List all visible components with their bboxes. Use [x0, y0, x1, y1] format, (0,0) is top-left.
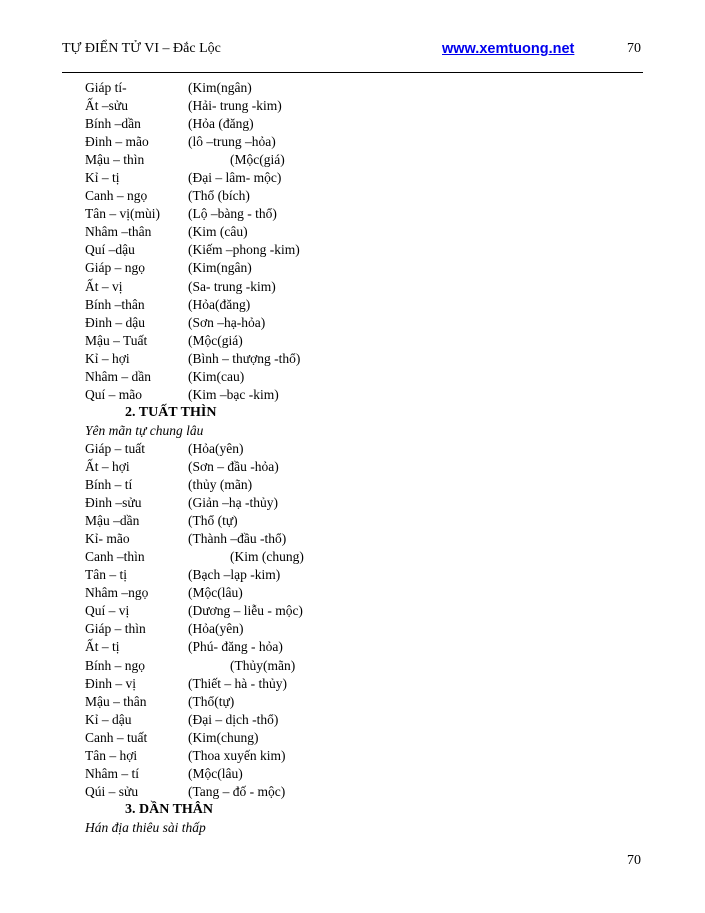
section-heading-3: 3. DẦN THÂN	[125, 801, 214, 817]
year-name: Tân – tị	[85, 567, 127, 583]
element-name: (Kim(ngân)	[188, 260, 252, 276]
list-row	[85, 530, 585, 548]
year-name: Đinh – mão	[85, 134, 149, 150]
list-row	[85, 259, 585, 277]
list-row	[85, 476, 585, 494]
year-name: Quí –dậu	[85, 242, 135, 258]
element-name: (Mộc(giá)	[188, 332, 243, 348]
year-name: Nhâm –ngọ	[85, 585, 149, 601]
year-name: Mậu –dần	[85, 513, 140, 529]
element-name: (Kim (câu)	[188, 224, 248, 240]
year-name: Bính – tí	[85, 477, 133, 493]
list-row	[85, 296, 585, 314]
year-name: Kỉ- mão	[85, 531, 130, 547]
year-name: Giáp tí-	[85, 80, 127, 95]
element-name: (Sơn –hạ-hỏa)	[188, 314, 266, 330]
element-name: (Kim (chung)	[230, 549, 304, 565]
list-row	[85, 187, 585, 205]
element-name: (Phú- đăng - hỏa)	[188, 639, 283, 655]
year-name: Nhâm – tí	[85, 765, 139, 781]
element-name: (Thổ (bích)	[188, 188, 250, 204]
element-name: (Mộc(lâu)	[188, 585, 243, 601]
header-page-number: 70	[627, 41, 641, 56]
year-name: Canh –thìn	[85, 549, 145, 565]
year-name: Nhâm – dần	[85, 368, 151, 384]
element-name: (Bình – thượng -thổ)	[188, 350, 301, 366]
list-row	[85, 765, 585, 783]
header-title: TỰ ĐIỂN TỬ VI – Đắc Lộc	[62, 41, 221, 56]
header-divider	[62, 72, 643, 73]
list-row	[85, 747, 585, 765]
year-name: Ất – tị	[85, 639, 120, 655]
list-row	[85, 278, 585, 296]
year-name: Đinh –sửu	[85, 495, 142, 511]
year-name: Kỉ – dậu	[85, 711, 132, 727]
list-row	[85, 512, 585, 530]
year-name: Bính –thân	[85, 296, 145, 312]
list-row	[85, 440, 585, 458]
document-body	[85, 79, 585, 837]
list-row	[85, 548, 585, 566]
list-row	[85, 638, 585, 656]
list-row	[85, 314, 585, 332]
list-row	[85, 711, 585, 729]
page-header	[62, 41, 643, 61]
element-name: (Lộ –bàng - thổ)	[188, 206, 277, 222]
year-name: Canh – ngọ	[85, 188, 148, 204]
element-name: (Kim –bạc -kim)	[188, 386, 279, 402]
element-name: (Hải- trung -kim)	[188, 98, 282, 114]
list-row	[85, 350, 585, 368]
year-name: Giáp – tuất	[85, 440, 145, 456]
year-name: Giáp – thìn	[85, 621, 146, 637]
year-name: Nhâm –thân	[85, 224, 152, 240]
list-row	[85, 729, 585, 747]
year-name: Ất – hợi	[85, 458, 130, 474]
list-row	[85, 657, 585, 675]
element-name: (Thành –đầu -thổ)	[188, 531, 287, 547]
list-row	[85, 494, 585, 512]
element-name: (Sơn – đầu -hỏa)	[188, 458, 279, 474]
section-heading-2: 2. TUẤT THÌN	[125, 404, 217, 420]
website-link[interactable]: www.xemtuong.net	[442, 41, 575, 57]
element-name: (Dương – liễu - mộc)	[188, 603, 303, 619]
year-name: Ất – vị	[85, 278, 123, 294]
list-row	[85, 332, 585, 350]
list-row	[85, 386, 585, 404]
section-subtitle-2: Yên mãn tự chung lâu	[85, 422, 204, 438]
year-name: Đinh – dậu	[85, 314, 145, 330]
year-name: Bính – ngọ	[85, 657, 146, 673]
element-name: (Đại – dịch -thổ)	[188, 711, 279, 727]
year-name: Mậu – thân	[85, 693, 147, 709]
year-list-1	[85, 79, 585, 404]
list-row	[85, 79, 585, 97]
list-row	[85, 241, 585, 259]
list-row	[85, 151, 585, 169]
element-name: (Sa- trung -kim)	[188, 278, 276, 294]
element-name: (Kim(cau)	[188, 368, 245, 384]
list-row	[85, 620, 585, 638]
year-name: Canh – tuất	[85, 729, 148, 745]
element-name: (Hỏa(yên)	[188, 621, 244, 637]
list-row	[85, 458, 585, 476]
element-name: (Thổ(tự)	[188, 693, 235, 709]
list-row	[85, 693, 585, 711]
list-row	[85, 566, 585, 584]
year-name: Tân – hợi	[85, 747, 138, 763]
element-name: (Tang – đố - mộc)	[188, 783, 286, 799]
year-name: Ất –sửu	[85, 98, 128, 114]
element-name: (Thiết – hà - thủy)	[188, 675, 287, 691]
list-row	[85, 205, 585, 223]
list-row	[85, 169, 585, 187]
element-name: (Kiếm –phong -kim)	[188, 242, 300, 258]
footer-page-number: 70	[627, 853, 641, 868]
year-name: Đinh – vị	[85, 675, 137, 691]
list-row	[85, 97, 585, 115]
year-list-2	[85, 440, 585, 801]
list-row	[85, 368, 585, 386]
element-name: (Giản –hạ -thủy)	[188, 495, 278, 511]
element-name: (thủy (mãn)	[188, 477, 253, 493]
element-name: (Thoa xuyến kim)	[188, 747, 286, 763]
year-name: Mậu – thìn	[85, 152, 145, 168]
year-name: Mậu – Tuất	[85, 332, 148, 348]
year-name: Quí – mão	[85, 386, 142, 402]
year-name: Kỉ – hợi	[85, 350, 130, 366]
element-name: (Mộc(giá)	[230, 152, 285, 168]
element-name: (Đại – lâm- mộc)	[188, 170, 282, 186]
list-row	[85, 602, 585, 620]
year-name: Quí – vị	[85, 603, 130, 619]
list-row	[85, 115, 585, 133]
section-subtitle-3: Hán địa thiêu sài thấp	[85, 819, 206, 835]
list-row	[85, 223, 585, 241]
list-row	[85, 133, 585, 151]
list-row	[85, 783, 585, 801]
element-name: (Mộc(lâu)	[188, 765, 243, 781]
year-name: Qúi – sửu	[85, 783, 139, 799]
list-row	[85, 584, 585, 602]
year-name: Bính –dần	[85, 116, 141, 132]
element-name: (Kim(chung)	[188, 729, 259, 745]
list-row	[85, 675, 585, 693]
element-name: (Thủy(mãn)	[230, 657, 296, 673]
element-name: (Kim(ngân)	[188, 80, 252, 95]
element-name: (Hỏa(yên)	[188, 440, 244, 456]
element-name: (Hỏa(đăng)	[188, 296, 251, 312]
element-name: (Bạch –lạp -kim)	[188, 567, 281, 583]
year-name: Giáp – ngọ	[85, 260, 145, 276]
element-name: (Thổ (tự)	[188, 513, 238, 529]
year-name: Tân – vị(mùi)	[85, 206, 160, 222]
element-name: (Hỏa (đăng)	[188, 116, 254, 132]
element-name: (lô –trung –hỏa)	[188, 134, 276, 150]
year-name: Kỉ – tị	[85, 170, 120, 186]
